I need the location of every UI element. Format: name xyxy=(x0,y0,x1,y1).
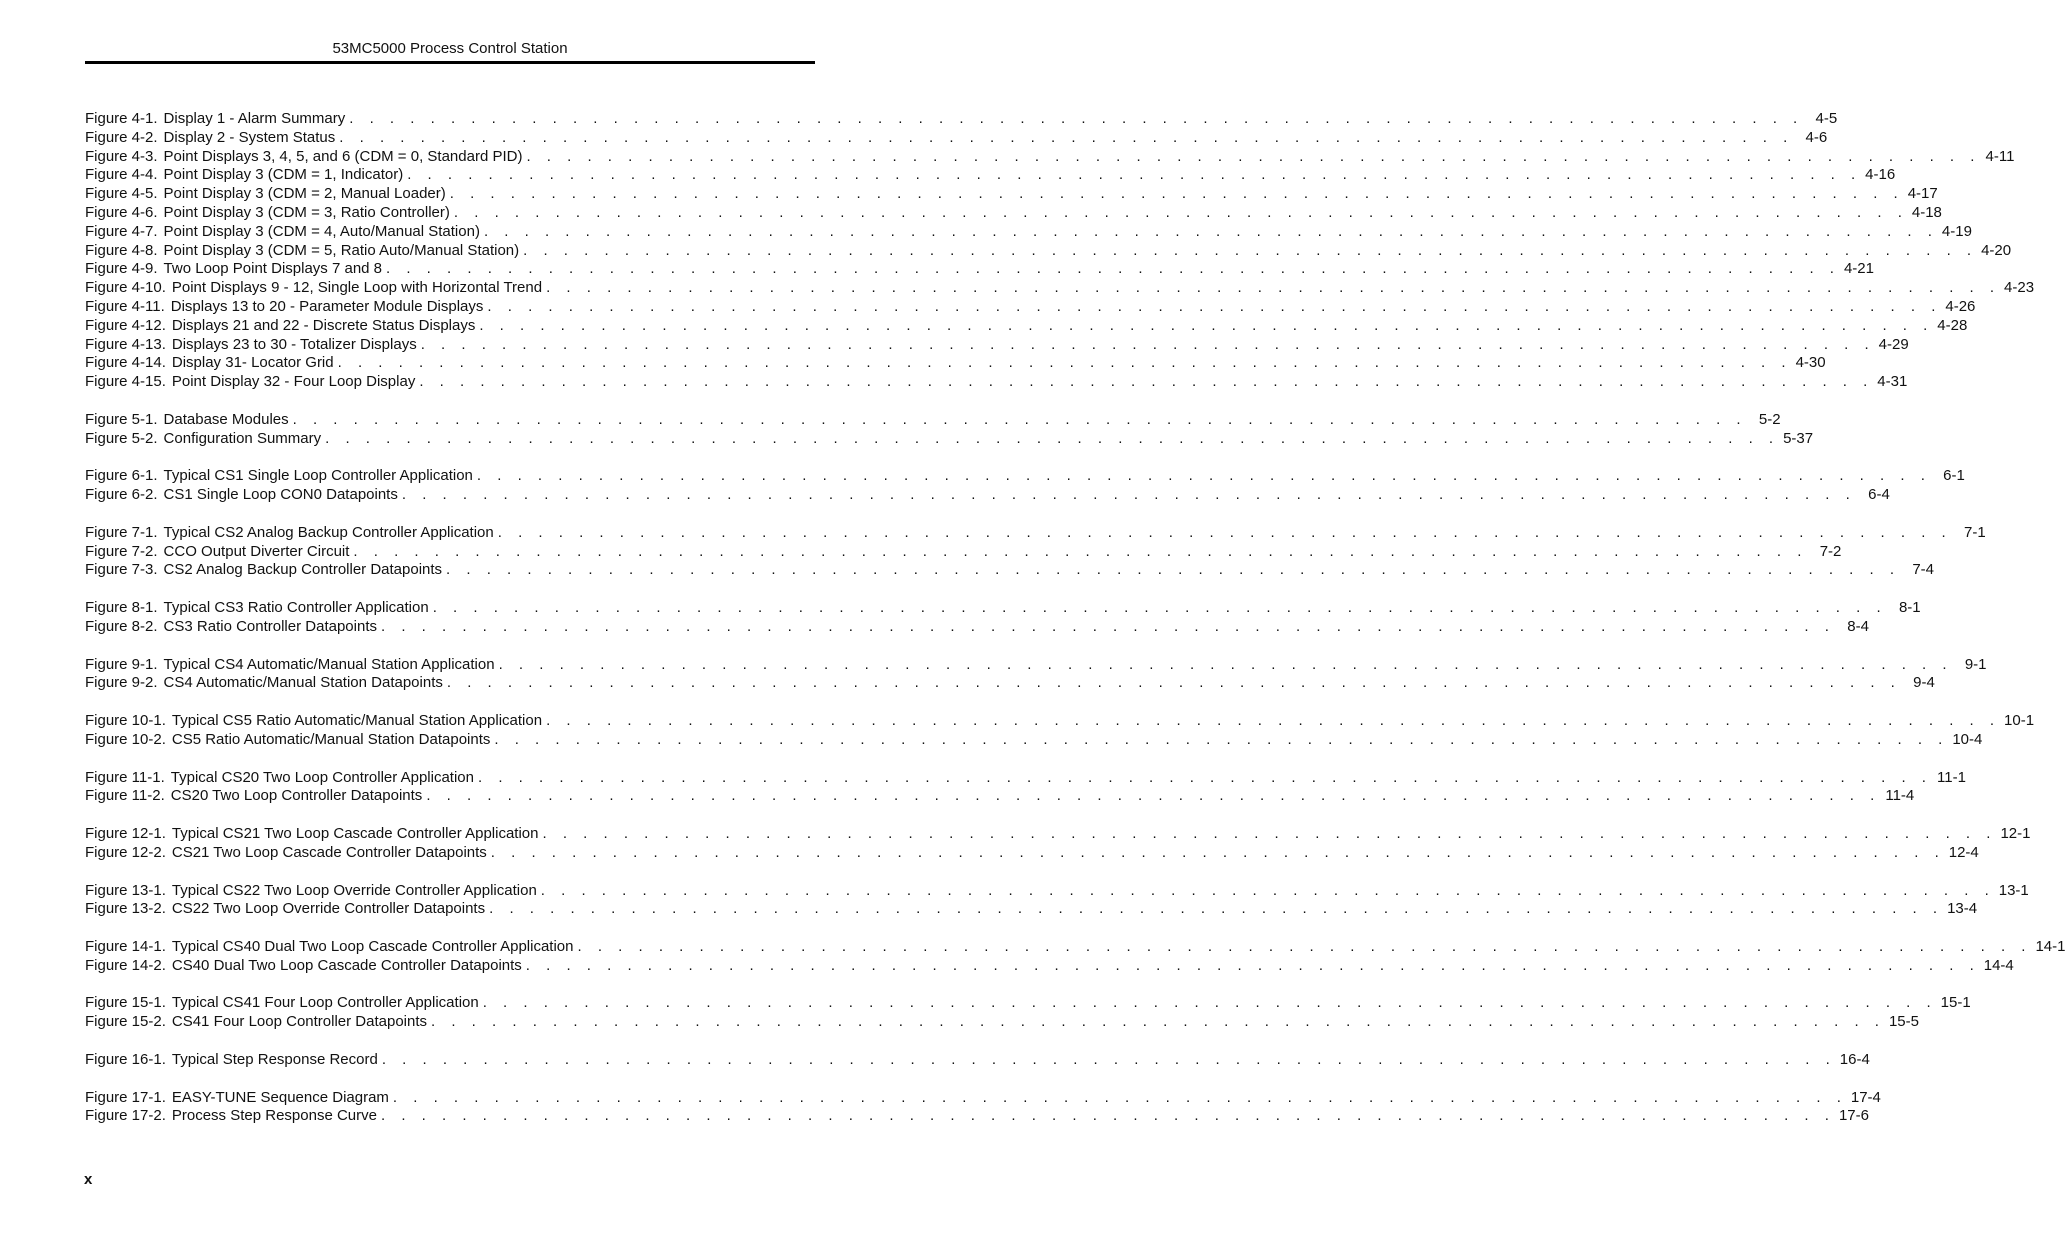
entry-label xyxy=(85,129,335,148)
dot-leader: . . . . . . . . . . . . . . . . . . . . . . . . . . . . . . . . . . . . . . . . . . . . . . . . . . . . . . . . . . . . . . . . . . . . . . . . xyxy=(546,279,2001,297)
toc-entry[interactable] xyxy=(85,1107,1869,1126)
figure-title: CCO Output Diverter Circuit xyxy=(163,542,350,560)
figure-title: Configuration Summary xyxy=(163,429,322,447)
figure-title: Typical CS2 Analog Backup Controller Application xyxy=(163,523,494,541)
figure-group xyxy=(85,881,2029,920)
page-number: 13-4 xyxy=(1947,900,1978,918)
figure-number: Figure 4-9. xyxy=(85,260,158,278)
entry-label xyxy=(85,279,542,298)
toc-entry[interactable] xyxy=(85,730,1983,750)
toc-entry[interactable] xyxy=(85,900,1978,919)
toc-entry[interactable] xyxy=(85,241,2012,261)
figure-number: Figure 10-1. xyxy=(85,712,166,730)
dot-leader: . . . . . . . . . . . . . . . . . . . . . . . . . . . . . . . . . . . . . . . . . . . . . . . . . . . . . . . . . . . . . . . . . . . . . . . . xyxy=(325,429,1780,447)
page-number: 7-1 xyxy=(1964,523,1986,541)
toc-entry[interactable] xyxy=(85,881,2029,901)
toc-entry[interactable] xyxy=(85,843,1979,863)
figure-group xyxy=(85,110,2035,392)
page-number: 9-4 xyxy=(1913,674,1935,692)
dot-leader: . . . . . . . . . . . . . . . . . . . . . . . . . . . . . . . . . . . . . . . . . . . . . . . . . . . . . . . . . . . . . . . . . . . . . . . . xyxy=(292,410,1747,428)
figure-number: Figure 13-2. xyxy=(85,900,166,918)
dot-leader: . . . . . . . . . . . . . . . . . . . . . . . . . . . . . . . . . . . . . . . . . . . . . . . . . . . . . . . . . . . . . . . . . . . . . . . . xyxy=(392,1088,1847,1106)
page-number: 17-6 xyxy=(1838,1107,1869,1125)
dot-leader: . . . . . . . . . . . . . . . . . . . . . . . . . . . . . . . . . . . . . . . . . . . . . . . . . . . . . . . . . . . . . . . . . . . . . . . . xyxy=(432,599,1887,617)
figure-number: Figure 4-8. xyxy=(85,241,158,259)
entry-label xyxy=(85,242,519,261)
dot-leader: . . . . . . . . . . . . . . . . . . . . . . . . . . . . . . . . . . . . . . . . . . . . . . . . . . . . . . . . . . . . . . . . . . . . . . . . xyxy=(449,185,1904,203)
figure-number: Figure 14-2. xyxy=(85,956,166,974)
entry-label xyxy=(85,618,377,637)
figure-title: CS40 Dual Two Loop Cascade Controller Datapoints xyxy=(171,956,522,974)
toc-entry[interactable] xyxy=(85,260,1874,279)
entry-label xyxy=(85,467,473,486)
figure-title: Displays 21 and 22 - Discrete Status Displays xyxy=(171,316,476,334)
page-number: 4-21 xyxy=(1843,260,1874,278)
entry-label xyxy=(85,599,429,618)
page-number: 10-1 xyxy=(2004,712,2035,730)
entry-label xyxy=(85,411,289,430)
figure-number: Figure 4-6. xyxy=(85,203,158,221)
page-number: 8-1 xyxy=(1898,599,1921,617)
figure-title: CS4 Automatic/Manual Station Datapoints xyxy=(163,674,443,692)
toc-entry[interactable] xyxy=(85,354,1826,373)
figure-number: Figure 15-2. xyxy=(85,1013,166,1031)
toc-entry[interactable] xyxy=(85,429,1814,449)
toc-entry[interactable] xyxy=(85,335,1909,355)
figure-number: Figure 4-2. xyxy=(85,128,158,146)
figure-number: Figure 4-1. xyxy=(85,110,158,127)
entry-label xyxy=(85,712,542,731)
figure-number: Figure 15-1. xyxy=(85,994,166,1012)
dot-leader: . . . . . . . . . . . . . . . . . . . . . . . . . . . . . . . . . . . . . . . . . . . . . . . . . . . . . . . . . . . . . . . . . . . . . . . . xyxy=(349,110,1804,127)
page-number: 7-2 xyxy=(1819,542,1842,560)
figure-title: Point Display 3 (CDM = 5, Ratio Auto/Manual Station) xyxy=(163,241,520,259)
figure-title: CS20 Two Loop Controller Datapoints xyxy=(170,787,423,805)
dot-leader: . . . . . . . . . . . . . . . . . . . . . . . . . . . . . . . . . . . . . . . . . . . . . . . . . . . . . . . . . . . . . . . . . . . . . . . . xyxy=(479,316,1934,334)
entry-label xyxy=(85,674,443,693)
toc-entry[interactable] xyxy=(85,467,1965,486)
page-number: 10-4 xyxy=(1952,730,1983,748)
entry-label xyxy=(85,373,415,392)
entry-label xyxy=(85,543,349,562)
figure-number: Figure 4-10. xyxy=(85,279,166,297)
dot-leader: . . . . . . . . . . . . . . . . . . . . . . . . . . . . . . . . . . . . . . . . . . . . . . . . . . . . . . . . . . . . . . . . . . . . . . . . xyxy=(431,1013,1885,1031)
dot-leader: . . . . . . . . . . . . . . . . . . . . . . . . . . . . . . . . . . . . . . . . . . . . . . . . . . . . . . . . . . . . . . . . . . . . . . . . xyxy=(540,881,1995,899)
figure-number: Figure 16-1. xyxy=(85,1050,166,1068)
page-number: 5-2 xyxy=(1758,410,1781,428)
figure-title: Point Display 3 (CDM = 4, Auto/Manual Station) xyxy=(163,222,480,240)
toc-entry[interactable] xyxy=(85,674,1935,693)
figure-number: Figure 14-1. xyxy=(85,938,166,955)
toc-entry[interactable] xyxy=(85,297,1976,317)
figure-title: Point Display 32 - Four Loop Display xyxy=(171,373,416,391)
page-number: 12-1 xyxy=(2000,825,2031,843)
entry-label xyxy=(85,298,483,317)
dot-leader: . . . . . . . . . . . . . . . . . . . . . . . . . . . . . . . . . . . . . . . . . . . . . . . . . . . . . . . . . . . . . . . . . . . . . . . . xyxy=(525,956,1980,974)
figure-number: Figure 13-1. xyxy=(85,881,166,899)
toc-entry[interactable] xyxy=(85,542,1842,562)
toc-entry[interactable] xyxy=(85,128,1828,148)
figure-number: Figure 6-1. xyxy=(85,467,158,485)
running-header: 53MC5000 Process Control Station xyxy=(332,40,568,57)
dot-leader: . . . . . . . . . . . . . . . . . . . . . . . . . . . . . . . . . . . . . . . . . . . . . . . . . . . . . . . . . . . . . . . . . . . . . . . . xyxy=(497,523,1952,541)
dot-leader: . . . . . . . . . . . . . . . . . . . . . . . . . . . . . . . . . . . . . . . . . . . . . . . . . . . . . . . . . . . . . . . . . . . . . . . . xyxy=(401,486,1856,504)
toc-entry[interactable] xyxy=(85,1050,1870,1070)
page-number: 4-30 xyxy=(1795,354,1826,372)
toc-entry[interactable] xyxy=(85,486,1890,505)
page-number: 4-18 xyxy=(1911,203,1942,221)
figure-number: Figure 4-7. xyxy=(85,222,158,240)
toc-entry[interactable] xyxy=(85,523,1986,543)
dot-leader: . . . . . . . . . . . . . . . . . . . . . . . . . . . . . . . . . . . . . . . . . . . . . . . . . . . . . . . . . . . . . . . . . . . . . . . . xyxy=(380,617,1835,635)
figure-title: Database Modules xyxy=(163,410,289,428)
page-number: 11-4 xyxy=(1885,787,1915,805)
figure-number: Figure 4-15. xyxy=(85,373,166,391)
entry-label xyxy=(85,166,403,185)
figure-title: Displays 13 to 20 - Parameter Module Displays xyxy=(170,297,484,315)
figure-number: Figure 17-2. xyxy=(85,1107,166,1125)
figure-group xyxy=(85,825,2031,863)
toc-entry[interactable] xyxy=(85,316,1968,336)
toc-entry[interactable] xyxy=(85,1088,1881,1108)
dot-leader: . . . . . . . . . . . . . . . . . . . . . . . . . . . . . . . . . . . . . . . . . . . . . . . . . . . . . . . . . . . . . . . . . . . . . . . . xyxy=(577,938,2032,955)
entry-label xyxy=(85,656,495,675)
toc-entry[interactable] xyxy=(85,147,2015,167)
dot-leader: . . . . . . . . . . . . . . . . . . . . . . . . . . . . . . . . . . . . . . . . . . . . . . . . . . . . . . . . . . . . . . . . . . . . . . . . xyxy=(523,241,1978,259)
figure-title: CS22 Two Loop Override Controller Datapoints xyxy=(171,900,486,918)
page-number: 11-1 xyxy=(1937,768,1966,786)
figure-number: Figure 4-4. xyxy=(85,166,158,184)
entry-label xyxy=(85,260,382,279)
figure-group xyxy=(85,410,1814,449)
page-number: 15-5 xyxy=(1888,1013,1919,1031)
dot-leader: . . . . . . . . . . . . . . . . . . . . . . . . . . . . . . . . . . . . . . . . . . . . . . . . . . . . . . . . . . . . . . . . . . . . . . . . xyxy=(446,674,1901,692)
page-number: 6-1 xyxy=(1943,467,1965,485)
figure-group xyxy=(85,523,1986,580)
entry-label xyxy=(85,1089,389,1108)
entry-label xyxy=(85,787,422,806)
entry-label xyxy=(85,430,321,449)
figure-title: Point Display 3 (CDM = 3, Ratio Controller) xyxy=(163,203,450,221)
entry-label xyxy=(85,1051,378,1070)
page-number: 4-31 xyxy=(1877,373,1908,391)
figure-group xyxy=(85,1050,1870,1070)
toc-entry[interactable] xyxy=(85,655,1987,675)
figure-number: Figure 6-2. xyxy=(85,486,158,504)
dot-leader: . . . . . . . . . . . . . . . . . . . . . . . . . . . . . . . . . . . . . . . . . . . . . . . . . . . . . . . . . . . . . . . . . . . . . . . . xyxy=(487,297,1942,315)
toc-entry[interactable] xyxy=(85,410,1781,430)
toc-entry[interactable] xyxy=(85,768,1966,788)
figure-number: Figure 17-1. xyxy=(85,1088,166,1106)
page-number: 4-17 xyxy=(1907,185,1938,203)
figure-group xyxy=(85,938,2065,976)
page-number: 4-28 xyxy=(1937,316,1968,334)
dot-leader: . . . . . . . . . . . . . . . . . . . . . . . . . . . . . . . . . . . . . . . . . . . . . . . . . . . . . . . . . . . . . . . . . . . . . . . . xyxy=(482,994,1937,1012)
page-number: 9-1 xyxy=(1964,655,1987,673)
page-number: 4-19 xyxy=(1941,222,1972,240)
entry-label xyxy=(85,185,446,204)
page-number: 7-4 xyxy=(1912,561,1934,579)
figure-title: CS5 Ratio Automatic/Manual Station Datapoints xyxy=(171,730,491,748)
page-number: 4-6 xyxy=(1805,128,1828,146)
figure-number: Figure 4-13. xyxy=(85,335,166,353)
entry-label xyxy=(85,900,485,919)
figure-number: Figure 4-11. xyxy=(85,297,165,315)
figure-title: Point Display 3 (CDM = 2, Manual Loader) xyxy=(163,185,446,203)
dot-leader: . . . . . . . . . . . . . . . . . . . . . . . . . . . . . . . . . . . . . . . . . . . . . . . . . . . . . . . . . . . . . . . . . . . . . . . . xyxy=(542,825,1997,843)
dot-leader: . . . . . . . . . . . . . . . . . . . . . . . . . . . . . . . . . . . . . . . . . . . . . . . . . . . . . . . . . . . . . . . . . . . . . . . . xyxy=(337,354,1792,372)
page-number: 12-4 xyxy=(1948,843,1979,861)
dot-leader: . . . . . . . . . . . . . . . . . . . . . . . . . . . . . . . . . . . . . . . . . . . . . . . . . . . . . . . . . . . . . . . . . . . . . . . . xyxy=(380,1107,1835,1125)
entry-label xyxy=(85,486,398,505)
entry-label xyxy=(85,1107,377,1126)
page-number: 8-4 xyxy=(1847,617,1869,635)
entry-label xyxy=(85,957,522,976)
figure-number: Figure 7-2. xyxy=(85,542,158,560)
entry-label xyxy=(85,204,450,223)
figure-title: Typical CS41 Four Loop Controller Application xyxy=(171,994,479,1012)
figure-title: EASY-TUNE Sequence Diagram xyxy=(171,1088,389,1106)
page-number: 4-20 xyxy=(1981,241,2012,259)
figure-number: Figure 7-3. xyxy=(85,561,158,579)
toc-entry[interactable] xyxy=(85,994,1971,1013)
figure-title: Two Loop Point Displays 7 and 8 xyxy=(163,260,383,278)
entry-label xyxy=(85,882,537,901)
entry-label xyxy=(85,769,474,788)
figure-title: CS21 Two Loop Cascade Controller Datapoints xyxy=(171,843,487,861)
dot-leader: . . . . . . . . . . . . . . . . . . . . . . . . . . . . . . . . . . . . . . . . . . . . . . . . . . . . . . . . . . . . . . . . . . . . . . . . xyxy=(453,203,1908,221)
toc-entry[interactable] xyxy=(85,787,1915,806)
dot-leader: . . . . . . . . . . . . . . . . . . . . . . . . . . . . . . . . . . . . . . . . . . . . . . . . . . . . . . . . . . . . . . . . . . . . . . . . xyxy=(489,900,1944,918)
page-number: 16-4 xyxy=(1839,1050,1870,1068)
figure-group xyxy=(85,994,1971,1032)
figure-group xyxy=(85,1088,1881,1127)
figure-number: Figure 12-1. xyxy=(85,825,166,843)
toc-entry[interactable] xyxy=(85,166,1896,185)
page-number: 14-4 xyxy=(1983,956,2014,974)
dot-leader: . . . . . . . . . . . . . . . . . . . . . . . . . . . . . . . . . . . . . . . . . . . . . . . . . . . . . . . . . . . . . . . . . . . . . . . . xyxy=(381,1050,1836,1068)
figure-title: Display 31- Locator Grid xyxy=(171,354,334,372)
figure-title: Display 1 - Alarm Summary xyxy=(163,110,346,127)
dot-leader: . . . . . . . . . . . . . . . . . . . . . . . . . . . . . . . . . . . . . . . . . . . . . . . . . . . . . . . . . . . . . . . . . . . . . . . . xyxy=(490,843,1945,861)
page-number: 4-29 xyxy=(1878,335,1909,353)
figure-title: Process Step Response Curve xyxy=(171,1107,377,1125)
figure-number: Figure 8-1. xyxy=(85,599,158,617)
figure-group xyxy=(85,712,2035,750)
entry-label xyxy=(85,317,475,336)
figure-title: Typical CS40 Dual Two Loop Cascade Controller Application xyxy=(171,938,574,955)
figure-title: Display 2 - System Status xyxy=(163,128,336,146)
figure-number: Figure 9-2. xyxy=(85,674,158,692)
figure-number: Figure 8-2. xyxy=(85,617,158,635)
toc-entry[interactable] xyxy=(85,617,1869,637)
header-rule xyxy=(85,61,815,64)
toc-entry[interactable] xyxy=(85,110,1838,129)
entry-label xyxy=(85,1013,427,1032)
figure-group xyxy=(85,768,1966,807)
entry-label xyxy=(85,825,538,844)
toc-entry[interactable] xyxy=(85,373,1908,392)
dot-leader: . . . . . . . . . . . . . . . . . . . . . . . . . . . . . . . . . . . . . . . . . . . . . . . . . . . . . . . . . . . . . . . . . . . . . . . . xyxy=(386,260,1840,278)
toc-entry[interactable] xyxy=(85,279,2035,298)
figure-title: Typical CS3 Ratio Controller Application xyxy=(163,599,429,617)
entry-label xyxy=(85,844,487,863)
figure-title: Displays 23 to 30 - Totalizer Displays xyxy=(171,335,417,353)
figure-number: Figure 5-2. xyxy=(85,429,158,447)
toc-entry[interactable] xyxy=(85,599,1921,618)
dot-leader: . . . . . . . . . . . . . . . . . . . . . . . . . . . . . . . . . . . . . . . . . . . . . . . . . . . . . . . . . . . . . . . . . . . . . . . . xyxy=(546,712,2001,730)
dot-leader: . . . . . . . . . . . . . . . . . . . . . . . . . . . . . . . . . . . . . . . . . . . . . . . . . . . . . . . . . . . . . . . . . . . . . . . . xyxy=(478,768,1932,786)
page-number: 4-5 xyxy=(1815,110,1838,127)
dot-leader: . . . . . . . . . . . . . . . . . . . . . . . . . . . . . . . . . . . . . . . . . . . . . . . . . . . . . . . . . . . . . . . . . . . . . . . . xyxy=(526,147,1981,165)
figure-number: Figure 11-1. xyxy=(85,768,165,786)
page-number: 5-37 xyxy=(1783,429,1814,447)
figure-number: Figure 7-1. xyxy=(85,523,158,541)
figure-number: Figure 4-5. xyxy=(85,185,158,203)
dot-leader: . . . . . . . . . . . . . . . . . . . . . . . . . . . . . . . . . . . . . . . . . . . . . . . . . . . . . . . . . . . . . . . . . . . . . . . . xyxy=(407,166,1862,184)
dot-leader: . . . . . . . . . . . . . . . . . . . . . . . . . . . . . . . . . . . . . . . . . . . . . . . . . . . . . . . . . . . . . . . . . . . . . . . . xyxy=(419,373,1874,391)
page-number: 4-16 xyxy=(1865,166,1896,184)
toc-entry[interactable] xyxy=(85,956,2014,976)
figure-title: CS41 Four Loop Controller Datapoints xyxy=(171,1013,428,1031)
page-number: 13-1 xyxy=(1998,881,2029,899)
dot-leader: . . . . . . . . . . . . . . . . . . . . . . . . . . . . . . . . . . . . . . . . . . . . . . . . . . . . . . . . . . . . . . . . . . . . . . . . xyxy=(494,730,1949,748)
figure-title: Typical CS1 Single Loop Controller Application xyxy=(163,467,473,485)
figure-number: Figure 5-1. xyxy=(85,410,158,428)
figure-title: Point Display 3 (CDM = 1, Indicator) xyxy=(163,166,404,184)
page-number: 15-1 xyxy=(1940,994,1971,1012)
toc-entry[interactable] xyxy=(85,185,1938,204)
page-number: 4-26 xyxy=(1945,297,1976,315)
entry-label xyxy=(85,223,480,242)
entry-label xyxy=(85,354,334,373)
figure-number: Figure 4-3. xyxy=(85,147,158,165)
dot-leader: . . . . . . . . . . . . . . . . . . . . . . . . . . . . . . . . . . . . . . . . . . . . . . . . . . . . . . . . . . . . . . . . . . . . . . . . xyxy=(426,787,1881,805)
entry-label xyxy=(85,731,490,750)
figure-number: Figure 12-2. xyxy=(85,843,166,861)
figure-title: CS2 Analog Backup Controller Datapoints xyxy=(163,561,443,579)
entry-label xyxy=(85,336,417,355)
page-number: 4-23 xyxy=(2004,279,2035,297)
figure-number: Figure 11-2. xyxy=(85,787,165,805)
entry-label xyxy=(85,148,522,167)
dot-leader: . . . . . . . . . . . . . . . . . . . . . . . . . . . . . . . . . . . . . . . . . . . . . . . . . . . . . . . . . . . . . . . . . . . . . . . . xyxy=(420,335,1875,353)
figure-number: Figure 4-12. xyxy=(85,316,166,334)
dot-leader: . . . . . . . . . . . . . . . . . . . . . . . . . . . . . . . . . . . . . . . . . . . . . . . . . . . . . . . . . . . . . . . . . . . . . . . . xyxy=(476,467,1931,485)
figure-title: Typical CS22 Two Loop Override Controller Application xyxy=(171,881,537,899)
figure-number: Figure 4-14. xyxy=(85,354,166,372)
entry-label xyxy=(85,938,574,957)
figure-title: Point Displays 9 - 12, Single Loop with Horizontal Trend xyxy=(171,279,543,297)
page-folio: x xyxy=(84,1171,93,1188)
figure-number: Figure 10-2. xyxy=(85,730,166,748)
figure-title: Typical CS20 Two Loop Controller Application xyxy=(170,768,474,786)
dot-leader: . . . . . . . . . . . . . . . . . . . . . . . . . . . . . . . . . . . . . . . . . . . . . . . . . . . . . . . . . . . . . . . . . . . . . . . . xyxy=(498,655,1953,673)
toc-entry[interactable] xyxy=(85,712,2035,731)
figure-title: Point Displays 3, 4, 5, and 6 (CDM = 0, Standard PID) xyxy=(163,147,523,165)
figure-title: Typical CS5 Ratio Automatic/Manual Station Application xyxy=(171,712,543,730)
page-number: 17-4 xyxy=(1850,1088,1881,1106)
toc-entry[interactable] xyxy=(85,561,1934,580)
figure-title: CS3 Ratio Controller Datapoints xyxy=(163,617,377,635)
page-number: 4-11 xyxy=(1985,147,2015,165)
figure-title: Typical CS4 Automatic/Manual Station Application xyxy=(163,655,495,673)
dot-leader: . . . . . . . . . . . . . . . . . . . . . . . . . . . . . . . . . . . . . . . . . . . . . . . . . . . . . . . . . . . . . . . . . . . . . . . . xyxy=(446,561,1900,579)
figure-title: CS1 Single Loop CON0 Datapoints xyxy=(163,486,398,504)
figure-group xyxy=(85,599,1921,637)
list-of-figures xyxy=(85,110,2065,1145)
figure-group xyxy=(85,655,1987,694)
entry-label xyxy=(85,994,479,1013)
toc-entry[interactable] xyxy=(85,938,2065,957)
entry-label xyxy=(85,524,494,543)
figure-group xyxy=(85,467,1965,505)
toc-entry[interactable] xyxy=(85,222,1972,242)
toc-entry[interactable] xyxy=(85,203,1942,223)
entry-label xyxy=(85,561,442,580)
toc-entry[interactable] xyxy=(85,825,2031,844)
page-number: 14-1 xyxy=(2035,938,2065,955)
figure-number: Figure 9-1. xyxy=(85,655,158,673)
figure-title: Typical CS21 Two Loop Cascade Controller Application xyxy=(171,825,539,843)
entry-label xyxy=(85,110,345,129)
toc-entry[interactable] xyxy=(85,1013,1919,1032)
page-number: 6-4 xyxy=(1868,486,1890,504)
dot-leader: . . . . . . . . . . . . . . . . . . . . . . . . . . . . . . . . . . . . . . . . . . . . . . . . . . . . . . . . . . . . . . . . . . . . . . . . xyxy=(339,128,1794,146)
dot-leader: . . . . . . . . . . . . . . . . . . . . . . . . . . . . . . . . . . . . . . . . . . . . . . . . . . . . . . . . . . . . . . . . . . . . . . . . xyxy=(483,222,1938,240)
dot-leader: . . . . . . . . . . . . . . . . . . . . . . . . . . . . . . . . . . . . . . . . . . . . . . . . . . . . . . . . . . . . . . . . . . . . . . . . xyxy=(353,542,1808,560)
figure-title: Typical Step Response Record xyxy=(171,1050,378,1068)
